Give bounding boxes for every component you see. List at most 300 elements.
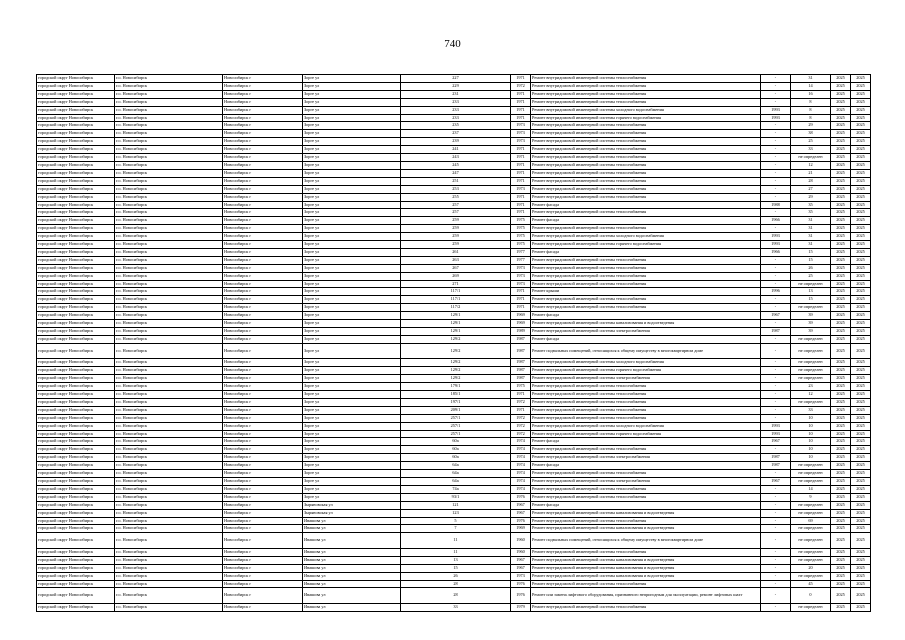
district-cell: г.о. Новосибирск (115, 161, 223, 169)
city-cell: Новосибирск г (223, 604, 303, 612)
street-cell: Зорге ул (303, 241, 401, 249)
table-row (37, 383, 871, 391)
last-repair-year-cell: 1987 (761, 462, 791, 470)
municipality-cell: городской округ Новосибирск (37, 564, 115, 572)
plan-end-cell: 2025 (851, 375, 871, 383)
district-cell: г.о. Новосибирск (115, 422, 223, 430)
wear-percent-cell: 12 (791, 391, 831, 399)
street-cell: Зорге ул (303, 328, 401, 336)
municipality-cell: городской округ Новосибирск (37, 422, 115, 430)
wear-percent-cell: 15 (791, 248, 831, 256)
wear-percent-cell: не определен (791, 359, 831, 367)
wear-percent-cell: 33 (791, 146, 831, 154)
district-cell: г.о. Новосибирск (115, 320, 223, 328)
wear-percent-cell: 31 (791, 225, 831, 233)
municipality-cell: городской округ Новосибирск (37, 320, 115, 328)
build-year-cell: 1975 (511, 225, 531, 233)
city-cell: Новосибирск г (223, 533, 303, 549)
district-cell: г.о. Новосибирск (115, 185, 223, 193)
district-cell: г.о. Новосибирск (115, 367, 223, 375)
district-cell: г.о. Новосибирск (115, 454, 223, 462)
plan-start-cell: 2025 (831, 256, 851, 264)
street-cell: Зорге ул (303, 161, 401, 169)
district-cell: г.о. Новосибирск (115, 233, 223, 241)
plan-end-cell: 2025 (851, 241, 871, 249)
house-number-cell: 197/1 (401, 398, 511, 406)
municipality-cell: городской округ Новосибирск (37, 233, 115, 241)
last-repair-year-cell: 1967 (761, 312, 791, 320)
city-cell: Новосибирск г (223, 406, 303, 414)
district-cell: г.о. Новосибирск (115, 312, 223, 320)
plan-start-cell: 2025 (831, 383, 851, 391)
district-cell: г.о. Новосибирск (115, 335, 223, 343)
work-type-cell: Ремонт внутридомовой инженерной системы теплоснабжения (531, 580, 761, 588)
city-cell: Новосибирск г (223, 478, 303, 486)
table-row (37, 501, 871, 509)
street-cell: Зорге ул (303, 485, 401, 493)
district-cell: г.о. Новосибирск (115, 209, 223, 217)
city-cell: Новосибирск г (223, 343, 303, 359)
street-cell: Зорге ул (303, 312, 401, 320)
district-cell: г.о. Новосибирск (115, 177, 223, 185)
city-cell: Новосибирск г (223, 572, 303, 580)
wear-percent-cell: 39 (791, 320, 831, 328)
wear-percent-cell: не определен (791, 343, 831, 359)
plan-start-cell: 2025 (831, 517, 851, 525)
table-row (37, 422, 871, 430)
municipality-cell: городской округ Новосибирск (37, 146, 115, 154)
work-type-cell: Ремонт внутридомовой инженерной системы теплоснабжения (531, 272, 761, 280)
table-row (37, 517, 871, 525)
house-number-cell: 15 (401, 564, 511, 572)
city-cell: Новосибирск г (223, 288, 303, 296)
street-cell: Зорге ул (303, 130, 401, 138)
street-cell: Зорге ул (303, 138, 401, 146)
capital-repair-table (36, 74, 871, 612)
table-row (37, 454, 871, 462)
street-cell: Ивашова ул (303, 548, 401, 556)
work-type-cell: Ремонт внутридомовой инженерной системы теплоснабжения (531, 548, 761, 556)
last-repair-year-cell: - (761, 414, 791, 422)
wear-percent-cell: 31 (791, 241, 831, 249)
street-cell: Зыряновская ул (303, 509, 401, 517)
city-cell: Новосибирск г (223, 485, 303, 493)
district-cell: г.о. Новосибирск (115, 98, 223, 106)
street-cell: Зорге ул (303, 454, 401, 462)
work-type-cell: Ремонт фасада (531, 248, 761, 256)
plan-start-cell: 2025 (831, 296, 851, 304)
table-row (37, 177, 871, 185)
build-year-cell: 1987 (511, 375, 531, 383)
build-year-cell: 1973 (511, 264, 531, 272)
wear-percent-cell: 33 (791, 406, 831, 414)
city-cell: Новосибирск г (223, 272, 303, 280)
plan-end-cell: 2025 (851, 588, 871, 604)
build-year-cell: 1971 (511, 161, 531, 169)
house-number-cell: 255 (401, 193, 511, 201)
house-number-cell: 129/2 (401, 375, 511, 383)
table-row (37, 130, 871, 138)
street-cell: Зорге ул (303, 146, 401, 154)
street-cell: Ивашова ул (303, 517, 401, 525)
plan-end-cell: 2025 (851, 509, 871, 517)
build-year-cell: 1971 (511, 114, 531, 122)
wear-percent-cell: 25 (791, 272, 831, 280)
wear-percent-cell: 15 (791, 296, 831, 304)
table-row (37, 146, 871, 154)
city-cell: Новосибирск г (223, 217, 303, 225)
last-repair-year-cell: - (761, 146, 791, 154)
city-cell: Новосибирск г (223, 106, 303, 114)
plan-end-cell: 2025 (851, 343, 871, 359)
wear-percent-cell: 29 (791, 122, 831, 130)
table-row (37, 359, 871, 367)
district-cell: г.о. Новосибирск (115, 509, 223, 517)
plan-end-cell: 2025 (851, 572, 871, 580)
city-cell: Новосибирск г (223, 177, 303, 185)
table-row (37, 256, 871, 264)
work-type-cell: Ремонт фасада (531, 335, 761, 343)
plan-start-cell: 2025 (831, 485, 851, 493)
wear-percent-cell: не определен (791, 470, 831, 478)
plan-start-cell: 2025 (831, 398, 851, 406)
municipality-cell: городской округ Новосибирск (37, 446, 115, 454)
municipality-cell: городской округ Новосибирск (37, 288, 115, 296)
municipality-cell: городской округ Новосибирск (37, 556, 115, 564)
work-type-cell: Ремонт подвальных помещений, относящихся к общему имуществу в многоквартирном доме (531, 533, 761, 549)
plan-start-cell: 2025 (831, 470, 851, 478)
last-repair-year-cell: 1993 (761, 422, 791, 430)
wear-percent-cell: 13 (791, 288, 831, 296)
last-repair-year-cell: - (761, 501, 791, 509)
district-cell: г.о. Новосибирск (115, 138, 223, 146)
table-row (37, 248, 871, 256)
street-cell: Зорге ул (303, 114, 401, 122)
city-cell: Новосибирск г (223, 383, 303, 391)
work-type-cell: Ремонт внутридомовой инженерной системы теплоснабжения (531, 154, 761, 162)
table-body (37, 75, 871, 612)
street-cell: Зорге ул (303, 209, 401, 217)
house-number-cell: 129/2 (401, 335, 511, 343)
street-cell: Зорге ул (303, 201, 401, 209)
street-cell: Зорге ул (303, 106, 401, 114)
work-type-cell: Ремонт фасада (531, 501, 761, 509)
build-year-cell: 1974 (511, 470, 531, 478)
wear-percent-cell: 20 (791, 564, 831, 572)
plan-end-cell: 2025 (851, 470, 871, 478)
work-type-cell: Ремонт фасада (531, 462, 761, 470)
work-type-cell: Ремонт внутридомовой инженерной системы теплоснабжения (531, 604, 761, 612)
city-cell: Новосибирск г (223, 509, 303, 517)
table-row (37, 280, 871, 288)
house-number-cell: 251 (401, 177, 511, 185)
last-repair-year-cell: - (761, 580, 791, 588)
table-row (37, 580, 871, 588)
street-cell: Зорге ул (303, 446, 401, 454)
plan-end-cell: 2025 (851, 462, 871, 470)
plan-start-cell: 2025 (831, 98, 851, 106)
district-cell: г.о. Новосибирск (115, 438, 223, 446)
wear-percent-cell: 39 (791, 312, 831, 320)
build-year-cell: 1975 (511, 217, 531, 225)
plan-start-cell: 2025 (831, 375, 851, 383)
work-type-cell: Ремонт внутридомовой инженерной системы холодного водоснабжения (531, 233, 761, 241)
street-cell: Ивашова ул (303, 572, 401, 580)
plan-end-cell: 2025 (851, 556, 871, 564)
municipality-cell: городской округ Новосибирск (37, 82, 115, 90)
street-cell: Зорге ул (303, 154, 401, 162)
municipality-cell: городской округ Новосибирск (37, 335, 115, 343)
plan-end-cell: 2025 (851, 564, 871, 572)
work-type-cell: Ремонт внутридомовой инженерной системы канализования и водоотведения (531, 525, 761, 533)
table-row (37, 225, 871, 233)
street-cell: Зорге ул (303, 264, 401, 272)
city-cell: Новосибирск г (223, 580, 303, 588)
last-repair-year-cell: - (761, 130, 791, 138)
street-cell: Зорге ул (303, 90, 401, 98)
city-cell: Новосибирск г (223, 280, 303, 288)
plan-start-cell: 2025 (831, 328, 851, 336)
municipality-cell: городской округ Новосибирск (37, 248, 115, 256)
house-number-cell: 259 (401, 217, 511, 225)
table-row (37, 241, 871, 249)
build-year-cell: 1969 (511, 525, 531, 533)
wear-percent-cell: 35 (791, 209, 831, 217)
build-year-cell: 1979 (511, 604, 531, 612)
city-cell: Новосибирск г (223, 438, 303, 446)
build-year-cell: 1972 (511, 398, 531, 406)
wear-percent-cell: не определен (791, 478, 831, 486)
last-repair-year-cell: - (761, 280, 791, 288)
plan-end-cell: 2025 (851, 154, 871, 162)
table-row (37, 114, 871, 122)
house-number-cell: 247 (401, 169, 511, 177)
city-cell: Новосибирск г (223, 154, 303, 162)
last-repair-year-cell: - (761, 177, 791, 185)
street-cell: Зорге ул (303, 280, 401, 288)
district-cell: г.о. Новосибирск (115, 241, 223, 249)
last-repair-year-cell: - (761, 375, 791, 383)
house-number-cell: 93/1 (401, 493, 511, 501)
table-row (37, 161, 871, 169)
last-repair-year-cell: - (761, 391, 791, 399)
city-cell: Новосибирск г (223, 391, 303, 399)
build-year-cell: 1973 (511, 122, 531, 130)
last-repair-year-cell: - (761, 122, 791, 130)
table-row (37, 154, 871, 162)
plan-start-cell: 2025 (831, 454, 851, 462)
street-cell: Зорге ул (303, 422, 401, 430)
build-year-cell: 1976 (511, 588, 531, 604)
district-cell: г.о. Новосибирск (115, 391, 223, 399)
table-row (37, 343, 871, 359)
plan-start-cell: 2025 (831, 548, 851, 556)
work-type-cell: Ремонт или замена лифтового оборудования, признанного непригодным для эксплуатации, ремонт лифтовых шахт (531, 588, 761, 604)
house-number-cell: 121 (401, 501, 511, 509)
house-number-cell: 129/2 (401, 359, 511, 367)
work-type-cell: Ремонт внутридомовой инженерной системы теплоснабжения (531, 90, 761, 98)
plan-end-cell: 2025 (851, 446, 871, 454)
district-cell: г.о. Новосибирск (115, 383, 223, 391)
municipality-cell: городской округ Новосибирск (37, 493, 115, 501)
table-row (37, 572, 871, 580)
build-year-cell: 1987 (511, 367, 531, 375)
wear-percent-cell: 14 (791, 82, 831, 90)
house-number-cell: 60а (401, 454, 511, 462)
wear-percent-cell: не определен (791, 462, 831, 470)
house-number-cell: 269 (401, 272, 511, 280)
table-row (37, 548, 871, 556)
work-type-cell: Ремонт внутридомовой инженерной системы теплоснабжения (531, 75, 761, 83)
municipality-cell: городской округ Новосибирск (37, 154, 115, 162)
street-cell: Ивашова ул (303, 588, 401, 604)
build-year-cell: 1971 (511, 304, 531, 312)
work-type-cell: Ремонт внутридомовой инженерной системы теплоснабжения (531, 470, 761, 478)
build-year-cell: 1969 (511, 320, 531, 328)
house-number-cell: 261 (401, 248, 511, 256)
work-type-cell: Ремонт внутридомовой инженерной системы холодного водоснабжения (531, 359, 761, 367)
wear-percent-cell: не определен (791, 509, 831, 517)
street-cell: Зорге ул (303, 320, 401, 328)
table-row (37, 406, 871, 414)
city-cell: Новосибирск г (223, 185, 303, 193)
work-type-cell: Ремонт внутридомовой инженерной системы канализования и водоотведения (531, 509, 761, 517)
district-cell: г.о. Новосибирск (115, 564, 223, 572)
district-cell: г.о. Новосибирск (115, 572, 223, 580)
municipality-cell: городской округ Новосибирск (37, 169, 115, 177)
plan-end-cell: 2025 (851, 146, 871, 154)
municipality-cell: городской округ Новосибирск (37, 367, 115, 375)
district-cell: г.о. Новосибирск (115, 478, 223, 486)
last-repair-year-cell: - (761, 193, 791, 201)
table-row (37, 82, 871, 90)
district-cell: г.о. Новосибирск (115, 375, 223, 383)
house-number-cell: 64а (401, 470, 511, 478)
house-number-cell: 257 (401, 209, 511, 217)
work-type-cell: Ремонт внутридомовой инженерной системы теплоснабжения (531, 225, 761, 233)
table-row (37, 446, 871, 454)
last-repair-year-cell: - (761, 470, 791, 478)
table-row (37, 367, 871, 375)
last-repair-year-cell: - (761, 564, 791, 572)
municipality-cell: городской округ Новосибирск (37, 406, 115, 414)
municipality-cell: городской округ Новосибирск (37, 462, 115, 470)
district-cell: г.о. Новосибирск (115, 169, 223, 177)
build-year-cell: 1967 (511, 509, 531, 517)
wear-percent-cell: 38 (791, 130, 831, 138)
last-repair-year-cell: - (761, 209, 791, 217)
city-cell: Новосибирск г (223, 359, 303, 367)
municipality-cell: городской округ Новосибирск (37, 533, 115, 549)
build-year-cell: 1971 (511, 106, 531, 114)
last-repair-year-cell: - (761, 398, 791, 406)
build-year-cell: 1977 (511, 256, 531, 264)
house-number-cell: 129/1 (401, 328, 511, 336)
house-number-cell: 263 (401, 256, 511, 264)
house-number-cell: 237 (401, 130, 511, 138)
municipality-cell: городской округ Новосибирск (37, 201, 115, 209)
wear-percent-cell: 29 (791, 193, 831, 201)
plan-start-cell: 2025 (831, 185, 851, 193)
plan-end-cell: 2025 (851, 580, 871, 588)
plan-start-cell: 2025 (831, 75, 851, 83)
table-row (37, 493, 871, 501)
street-cell: Ивашова ул (303, 604, 401, 612)
work-type-cell: Ремонт внутридомовой инженерной системы теплоснабжения (531, 177, 761, 185)
last-repair-year-cell: 1966 (761, 248, 791, 256)
last-repair-year-cell: - (761, 256, 791, 264)
municipality-cell: городской округ Новосибирск (37, 383, 115, 391)
district-cell: г.о. Новосибирск (115, 446, 223, 454)
build-year-cell: 1967 (511, 564, 531, 572)
plan-end-cell: 2025 (851, 256, 871, 264)
plan-end-cell: 2025 (851, 501, 871, 509)
district-cell: г.о. Новосибирск (115, 296, 223, 304)
wear-percent-cell: не определен (791, 604, 831, 612)
street-cell: Зорге ул (303, 185, 401, 193)
street-cell: Ивашова ул (303, 564, 401, 572)
city-cell: Новосибирск г (223, 90, 303, 98)
municipality-cell: городской округ Новосибирск (37, 161, 115, 169)
house-number-cell: 64а (401, 478, 511, 486)
table-row (37, 470, 871, 478)
table-row (37, 75, 871, 83)
district-cell: г.о. Новосибирск (115, 288, 223, 296)
last-repair-year-cell: 1993 (761, 106, 791, 114)
work-type-cell: Ремонт внутридомовой инженерной системы теплоснабжения (531, 280, 761, 288)
build-year-cell: 1974 (511, 462, 531, 470)
plan-end-cell: 2025 (851, 478, 871, 486)
city-cell: Новосибирск г (223, 564, 303, 572)
plan-start-cell: 2025 (831, 304, 851, 312)
build-year-cell: 1974 (511, 478, 531, 486)
house-number-cell: 267 (401, 264, 511, 272)
plan-start-cell: 2025 (831, 138, 851, 146)
city-cell: Новосибирск г (223, 138, 303, 146)
street-cell: Зорге ул (303, 406, 401, 414)
plan-end-cell: 2025 (851, 304, 871, 312)
work-type-cell: Ремонт внутридомовой инженерной системы теплоснабжения (531, 485, 761, 493)
city-cell: Новосибирск г (223, 462, 303, 470)
last-repair-year-cell: - (761, 556, 791, 564)
build-year-cell: 1960 (511, 548, 531, 556)
municipality-cell: городской округ Новосибирск (37, 588, 115, 604)
table-row (37, 320, 871, 328)
table-row (37, 391, 871, 399)
last-repair-year-cell: - (761, 572, 791, 580)
last-repair-year-cell: 1993 (761, 114, 791, 122)
municipality-cell: городской округ Новосибирск (37, 572, 115, 580)
build-year-cell: 1969 (511, 312, 531, 320)
street-cell: Зорге ул (303, 217, 401, 225)
plan-start-cell: 2025 (831, 264, 851, 272)
house-number-cell: 179/1 (401, 383, 511, 391)
municipality-cell: городской округ Новосибирск (37, 280, 115, 288)
plan-end-cell: 2025 (851, 438, 871, 446)
plan-end-cell: 2025 (851, 406, 871, 414)
work-type-cell: Ремонт внутридомовой инженерной системы теплоснабжения (531, 122, 761, 130)
last-repair-year-cell: - (761, 90, 791, 98)
city-cell: Новосибирск г (223, 501, 303, 509)
build-year-cell: 1971 (511, 177, 531, 185)
plan-start-cell: 2025 (831, 438, 851, 446)
house-number-cell: 185/1 (401, 391, 511, 399)
city-cell: Новосибирск г (223, 296, 303, 304)
street-cell: Зорге ул (303, 335, 401, 343)
work-type-cell: Ремонт внутридомовой инженерной системы теплоснабжения (531, 264, 761, 272)
plan-start-cell: 2025 (831, 478, 851, 486)
work-type-cell: Ремонт внутридомовой инженерной системы теплоснабжения (531, 406, 761, 414)
